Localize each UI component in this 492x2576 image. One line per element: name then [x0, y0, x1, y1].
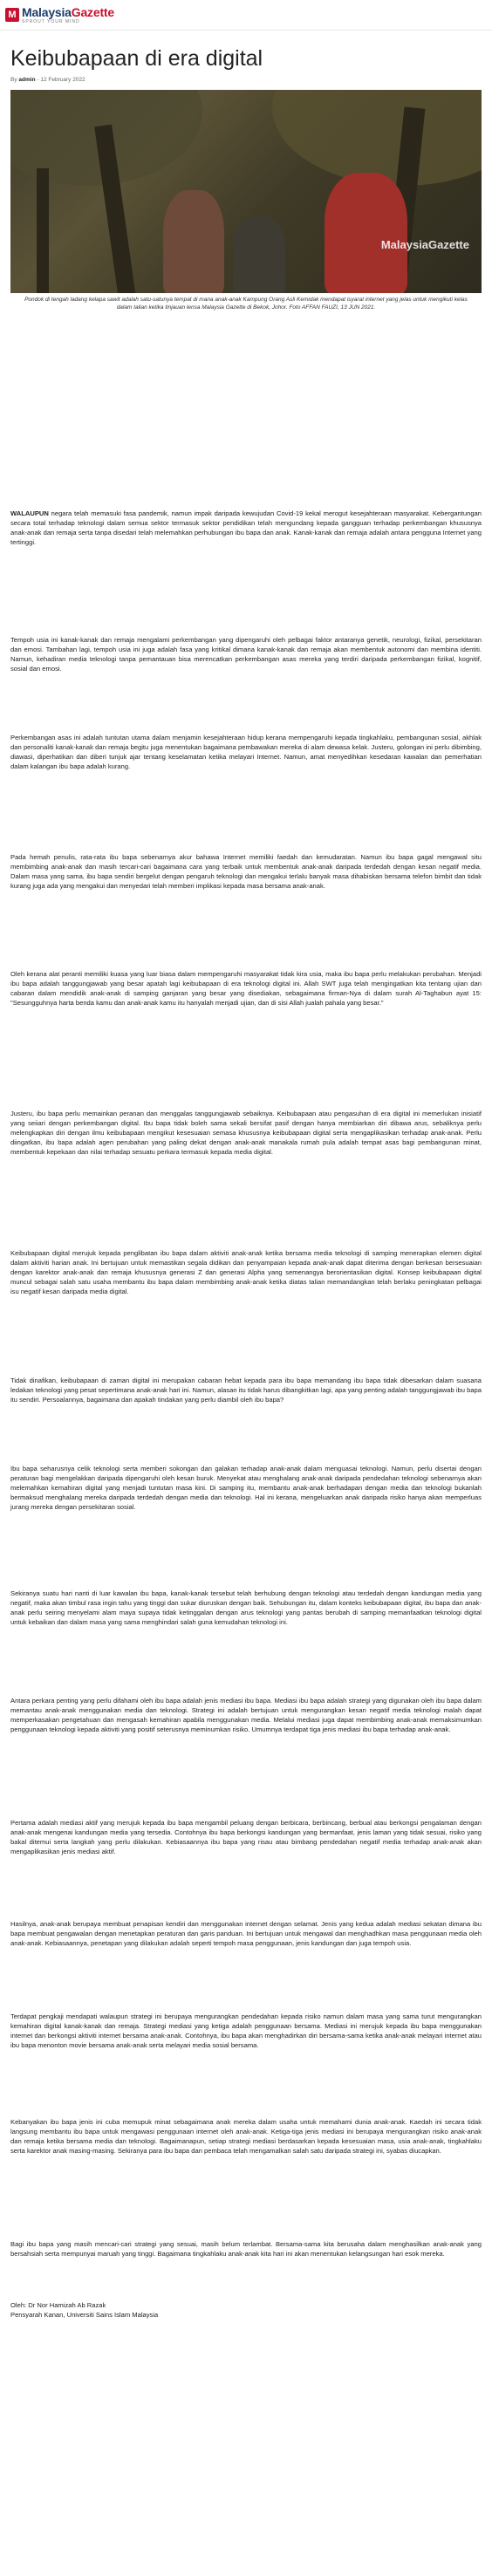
meta-prefix: By — [10, 77, 17, 83]
lead-word: WALAUPUN — [10, 509, 49, 517]
paragraph-2: Tempoh usia ini kanak-kanak dan remaja mengalami perkembangan yang dipengaruhi oleh pelbagai faktor antaranya genetik, neurologi, fizikal, persekitaran dan emosi. Tambahan lagi, tempoh usia ini juga adalah fasa yang kritikal dimana kanak-kanak dan remaja akan membentuk autonomi dan membina identiti. Namun, kehadiran media teknologi tanpa pemantauan bisa merencatkan perkembangan asas mereka yang terdiri daripada perkembangan fizikal, kognitif, sosial dan emosi. — [10, 636, 482, 673]
paragraph-12: Pertama adalah mediasi aktif yang merujuk kepada ibu bapa mengambil peluang dengan berbicara, berbincang, berbual atau berkongsi pengalaman dengan anak-anak mengenai kandungan media yang tersedia. Contohnya ibu bapa berkongsi kandungan yang bermanfaat, jenis laman yang tidak sesuai, risiko yang bakal ditemui serta langkah yang perlu dilakukan. Kebiasaannya ibu bapa yang risau atau bimbang pendedahan negatif media terhadap anak-anak akan mengaplikasikan jenis mediasi aktif. — [10, 1819, 482, 1856]
paragraph-13: Hasilnya, anak-anak berupaya membuat penapisan kendiri dan menggunakan internet dengan selamat. Jenis yang kedua adalah mediasi sekatan dimana ibu bapa membuat pengawalan dengan menetapkan peraturan dan garis panduan. Ini bertujuan untuk mengawal dan menghadhkan masa penggunaan media oleh anak-anak. Kebiasaannya, penetapan yang dilakukan adalah seperti tempoh masa penggunaan, jenis kandungan dan juga tempoh usia. — [10, 1920, 482, 1948]
paragraph-3: Perkembangan asas ini adalah tuntutan utama dalam menjamin kesejahteraan hidup kerana mempengaruhi kepada tingkahlaku, pembangunan sosial, akhlak dan personaliti kanak-kanak dan remaja begitu juga menentukan bagaimana pembawakan mereka di alam dewasa kelak. Justeru, golongan ini perlu dibimbing, diawasi, diperhatikan dan diberi tunjuk ajar tentang keselamatan ketika melayari Internet. Namun, amat menyedihkan kesedaran kawalan dan pemerhatian dalam kalangan ibu bapa adalah kurang. — [10, 734, 482, 771]
paragraph-1-text: negara telah memasuki fasa pandemik, namun impak daripada kewujudan Covid-19 kekal merogut kesejahteraan masyarakat. Kebergantungan secara total terhadap teknologi dalam semua sektor termasuk sektor pendidikan telah mengundang kepada gangguan terhadap perkembangan khususnya anak-anak dan remaja serta tanpa disedari telah melemahkan perhubungan ibu bapa dan anak. Kanak-kanak dan remaja adalah antara pengguna Internet yang tertinggi. — [10, 509, 482, 547]
article-title: Keibubapaan di era digital — [10, 46, 263, 71]
logo-name-main: Malaysia — [22, 5, 72, 19]
logo-text — [22, 5, 114, 24]
article-content — [0, 46, 492, 311]
meta-separator: - — [37, 77, 41, 83]
signoff — [10, 2300, 482, 2320]
paragraph-6: Justeru, ibu bapa perlu memainkan peranan dan menggalas tanggungjawab sebaiknya. Keibubapaan atau pengasuhan di era digital ini memerlukan inisiatif yang seiiari dengan perkembangan digital. Ibu bapa tidak boleh sama sekali bersifat pasif dengan hanya membiarkan diri dibawa arus, sebaliknya perlu melengkapkan diri dengan ilmu keibubapaan mengikut kesesuaian semasa khususnya keibubapaan digital serta mengaplikasikan terhadap anak-anak. Perlu diingatkan, ibu bapa adalah agen perubahan yang paling dekat dengan anak-anak manakala rumah pula adalah tempat asas bagi pembangunan minat, membentuk kepekaan dan nilai terhadap sesuatu perkara termasuk kepada media digital. — [10, 1110, 482, 1157]
paragraph-16: Bagi ibu bapa yang masih mencari-cari strategi yang sesuai, masih belum terlambat. Bersama-sama kita berusaha dalam menghasilkan anak-anak yang bersahsiah serta mempunyai maruah yang tinggi. Bagaimana tingkahlaku anak-anak kita hari ini akan menentukan kelangsungan hari esok mereka. — [10, 2240, 482, 2258]
logo-name-accent: Gazette — [71, 5, 114, 19]
logo-tagline: SPROUT YOUR MIND — [22, 19, 80, 24]
photo-caption: Pondok di tengah ladang kelapa sawit adalah satu-satunya tempat di mana anak-anak Kampung Orang Asli Kemidak mendapat isyarat internet yang jelas untuk mengikuti kelas dalam talian ketika tinjauan lensa Malaysia Gazette di Bekok, Johor. Foto AFFAN FAUZI, 13 JUN 2021. — [24, 297, 468, 311]
paragraph-9: Ibu bapa seharusnya celik teknologi serta memberi sokongan dan galakan terhadap anak-anak dalam menguasai teknologi. Namun, perlu disertai dengan peraturan bagi mengelakkan daripada dipengaruhi oleh kesan buruk. Menyekat atau menghalang anak-anak daripada pendedahan teknologi sebenarnya akan melemahkan kemahiran digital yang menjadi tuntutan masa kini. Di samping itu, membantu anak-anak berhadapan dengan media dan teknologi bukanlah bermaksud menghalang mereka daripada terdedah dengan media dan teknologi. Hal ini kerana, mengeluarkan anak daripada risiko hanya akan memperluas jurang mereka dengan persekitaran sosial. — [10, 1465, 482, 1512]
publish-date: 12 February 2022 — [40, 77, 85, 83]
paragraph-5: Oleh kerana alat peranti memiliki kuasa yang luar biasa dalam mempengaruhi masyarakat tidak kira usia, maka ibu bapa perlu melakukan perubahan. Menjadi ibu bapa adalah tanggungjawab yang besar apatah lagi keibubapaan di era teknologi digital ini. Allah SWT juga telah mengingatkan kita tentang ujian dan cabaran dalam mendidik anak-anak di samping ganjaran yang besar yang disediakan, sebagaimana firman-Nya di dalam surah Al-Taghabun ayat 15: "Sesungguhnya harta benda kamu dan anak-anak kamu itu hanyalah menjadi ujian, dan di sisi Allah jualah pahala yang besar." — [10, 970, 482, 1008]
paragraph-10: Sekiranya suatu hari nanti di luar kawalan ibu bapa, kanak-kanak tersebut telah berhubung dengan teknologi atau terdedah dengan kandungan media yang negatif, maka akan timbul rasa ingin tahu yang tinggi dan sukar diuruskan dengan baik. Sehubungan itu, dalam konteks keibubapaan digital, ibu bapa dan anak-anak perlu seiring menyelami alam maya supaya tidak ketinggalan dengan arus teknologi yang pantas berubah di samping memanfaatkan teknologi digital untuk kebaikan dan dalam masa yang sama menghindari salah guna kemudahan teknologi ini. — [10, 1589, 482, 1627]
article-photo — [10, 90, 482, 293]
article-meta — [10, 77, 482, 83]
paragraph-11: Antara perkara penting yang perlu difahami oleh ibu bapa adalah jenis mediasi ibu bapa. Mediasi ibu bapa adalah strategi yang digunakan oleh ibu bapa dalam memantau anak-anak menggunakan media dan teknologi. Strategi ini adalah bertujuan untuk mengurangkan kesan negatif media teknologi malah dapat memperkasakan pengetahuan dan mengasah kemahiran apabila menggunakan media. Melalui mediasi juga dapat membimbing anak-anak memaksimumkan penggunaan teknologi kepada aktiviti yang positif seterusnya meminumkan risiko. Umumnya terdapat tiga jenis mediasi ibu bapa terhadap anak-anak. — [10, 1697, 482, 1734]
author-link[interactable]: admin — [18, 77, 36, 83]
signoff-name: Oleh: Dr Nor Hamizah Ab Razak — [10, 2301, 106, 2309]
site-header — [0, 0, 492, 31]
site-logo[interactable] — [5, 5, 114, 24]
paragraph-7: Keibubapaan digital merujuk kepada penglibatan ibu bapa dalam aktiviti anak-anak ketika bersama media teknologi di samping menerapkan elemen digital dalam aktiviti harian anak. Ini bertujuan untuk memastikan segala didikan dan penyampaian kepada anak-anak dapat diterima dengan berkesan bersesuaian dengan karektor anak-anak dan remaja khususnya generasi Z dan generasi Alpha yang semenangya berorientasikan digital. Konsep keibubapaan digital muncul sebagai salah satu usaha membantu ibu bapa dalam membimbing anak-anak ketika diatas talian memandangkan telah berlaku peningkatan pelbagai isu negatif kesan daripada media digital. — [10, 1249, 482, 1296]
logo-wordmark — [22, 5, 114, 19]
paragraph-15: Kebanyakan ibu bapa jenis ini cuba memupuk minat sebagaimana anak mereka dalam usaha untuk memahami dunia anak-anak. Kaedah ini secara tidak langsung membantu ibu bapa untuk mengawasi penggunaan internet oleh anak-anak. Ketiga-tiga jenis mediasi ini berupaya mengurangkan risiko anak-anak dan remaja ketika bersama media dan teknologi. Bagaimanapun, setiap strategi mediasi berdasarkan kepada kesesuaian masa, usia anak-anak, tingkahlaku serta karektor anak masing-masing. Sekiranya para ibu bapa dan pembaca telah mengamalkan salah satu daripada strategi ini, syabas diucapkan. — [10, 2118, 482, 2156]
signoff-affiliation: Pensyarah Kanan, Universiti Sains Islam Malaysia — [10, 2311, 159, 2320]
photo-watermark: MalaysiaGazette — [380, 238, 469, 251]
paragraph-1 — [10, 509, 482, 547]
paragraph-14: Terdapat pengkaji mendapati walaupun strategi ini berupaya mengurangkan pendedahan kepada risiko namun dalam masa yang sama turut mengurangkan kemahiran digital kanak-kanak dan remaja. Strategi mediasi yang ketiga adalah penggunaan bersama. Mediasi ini merujuk kepada ibu bapa menggunakan internet dan berkongsi aktiviti internet bersama anak-anak. Contohnya, ibu bapa akan menghadirkan diri bersama-sama ketika anak-anak melayari internet atau ibu bapa menonton movie bersama anak-anak serta melayari media sosial bersama. — [10, 2012, 482, 2050]
paragraph-4: Pada hemah penulis, rata-rata ibu bapa sebenarnya akur bahawa Internet memiliki faedah dan kemudaratan. Namun ibu bapa gagal mengawal situ membimbing anak-anak dan masih tercari-cari bagaimana cara yang terbaik untuk membentuk anak-anak daripada terdedah dengan kesan negatif media. Dalam masa yang sama, ibu bapa sendiri bergelut dengan pengaruh teknologi dan mengakui terlalu banyak masa dihabiskan bersama telefon bimbit dan tidak kurang juga ada yang mengakui dan menyedari telah memberi implikasi kepada masa bersama anak-anak. — [10, 853, 482, 891]
paragraph-8: Tidak dinafikan, keibubapaan di zaman digital ini merupakan cabaran hebat kepada para ibu bapa memandang ibu bapa tidak dibesarkan dalam suasana ledakan teknologi yang pesat sepertimana anak-anak hari ini. Namun, alasan itu tidak harus dibangkitkan lagi, apa yang penting adalah tanggungjawab ibu bapa itu sendiri. Persoalannya, bagaimana dan apakah tindakan yang perlu diambil oleh ibu bapa? — [10, 1377, 482, 1404]
logo-mark-icon: M — [5, 8, 19, 22]
